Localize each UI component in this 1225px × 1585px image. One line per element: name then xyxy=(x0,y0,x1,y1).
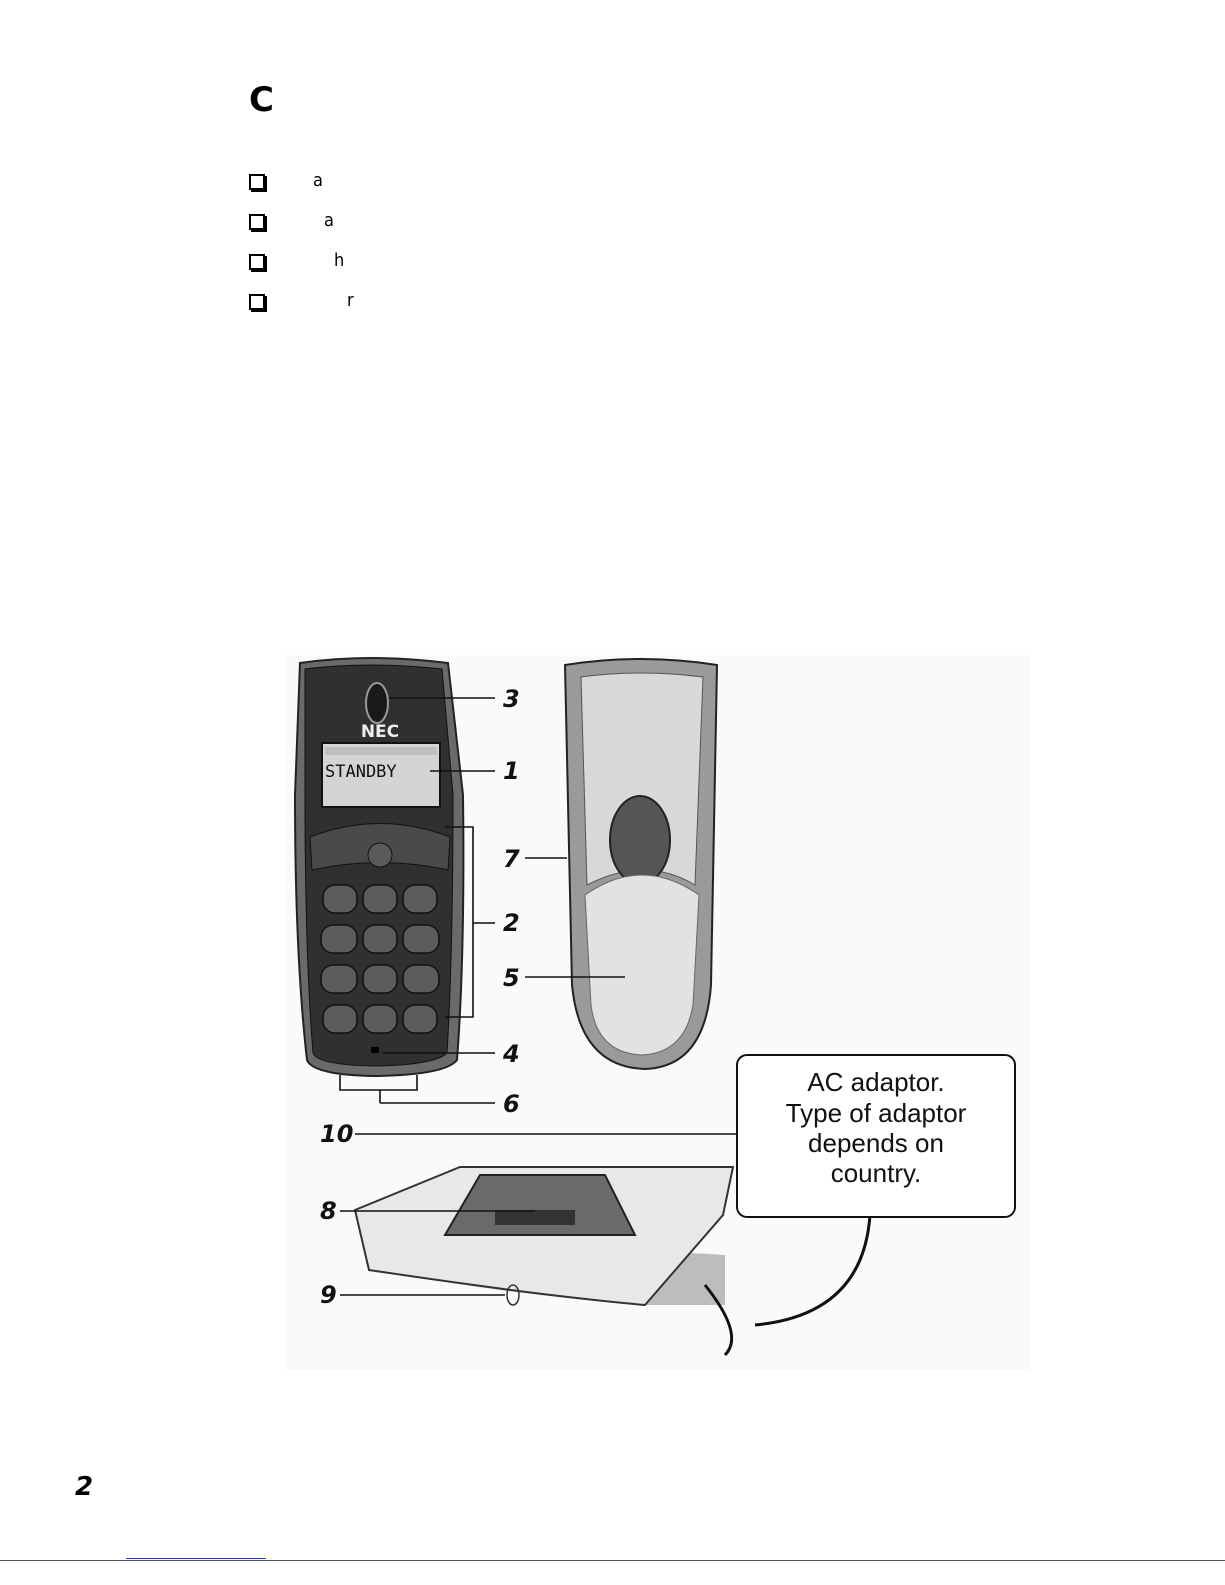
page-number: 2 xyxy=(75,1472,94,1502)
checkbox-icon xyxy=(249,294,265,310)
footer-divider xyxy=(0,1560,1225,1561)
label-5: 5 xyxy=(503,964,520,992)
callout-line: Type of adaptor xyxy=(785,1098,967,1128)
speaker-grille xyxy=(610,796,670,884)
adaptor-callout xyxy=(737,1055,1015,1217)
checkbox-icon xyxy=(249,254,265,270)
checklist-item-text: a xyxy=(324,210,334,231)
checkbox-icon xyxy=(249,174,265,190)
label-8: 8 xyxy=(320,1197,337,1225)
checklist-item-text: a xyxy=(313,170,323,191)
label-1: 1 xyxy=(503,757,520,785)
label-9: 9 xyxy=(320,1281,337,1309)
label-6: 6 xyxy=(503,1090,520,1118)
brand-logo: NEC xyxy=(360,722,400,742)
callout-line: country. xyxy=(830,1158,922,1188)
footer-link-underline[interactable] xyxy=(126,1558,266,1559)
label-10: 10 xyxy=(320,1120,354,1148)
section-heading: C xyxy=(249,80,274,120)
label-3: 3 xyxy=(503,685,520,713)
handset-back xyxy=(565,659,717,1069)
callout-line: depends on xyxy=(808,1128,944,1158)
checklist-item-text: h xyxy=(334,250,345,271)
product-figure xyxy=(285,655,1030,1370)
label-7: 7 xyxy=(503,845,520,873)
label-4: 4 xyxy=(503,1040,520,1068)
label-2: 2 xyxy=(503,909,520,937)
checkbox-icon xyxy=(249,214,265,230)
checklist-item-text: r xyxy=(347,290,354,311)
display-text: STANDBY xyxy=(325,762,397,782)
handset-front xyxy=(295,658,463,1076)
product-illustration xyxy=(285,655,1030,1370)
callout-line: AC adaptor. xyxy=(807,1067,945,1097)
